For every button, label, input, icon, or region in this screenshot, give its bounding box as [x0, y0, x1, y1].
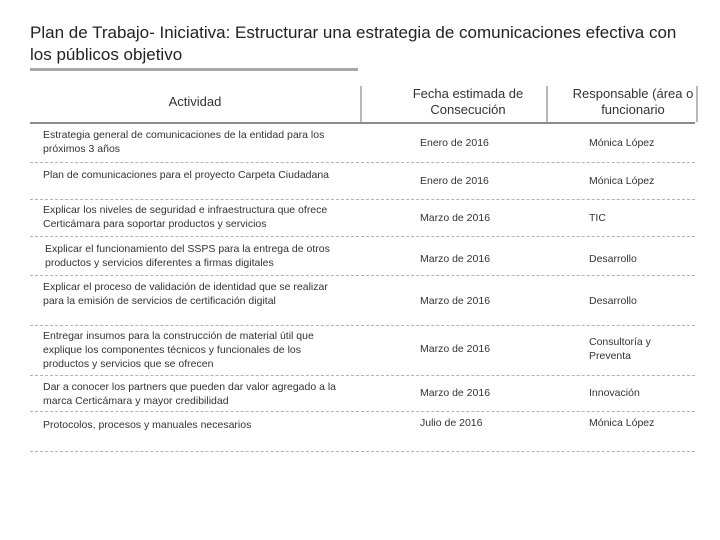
- cell-responsable: Desarrollo: [589, 253, 637, 265]
- row-divider: [30, 236, 695, 237]
- cell-actividad: Protocolos, procesos y manuales necesarios: [43, 419, 252, 431]
- cell-responsable: TIC: [589, 212, 606, 224]
- row-divider: [30, 275, 695, 276]
- header-separator: [546, 86, 548, 122]
- row-divider: [30, 411, 695, 412]
- header-fecha: Fecha estimada de Consecución: [412, 86, 524, 117]
- page-title: Plan de Trabajo- Iniciativa: Estructurar una estrategia de comunicaciones efectiva con los públicos objetivo: [30, 23, 677, 64]
- cell-responsable: Mónica López: [589, 175, 655, 187]
- cell-actividad: Explicar los niveles de seguridad e infraestructura que ofrece Certicámara para soportar productos y servicios: [43, 204, 328, 230]
- cell-actividad: Explicar el funcionamiento del SSPS para la entrega de otros productos y servicios diferentes a firmas digitales: [45, 243, 330, 269]
- cell-fecha: Marzo de 2016: [420, 253, 491, 265]
- cell-fecha: Marzo de 2016: [420, 387, 491, 399]
- row-divider: [30, 451, 695, 452]
- cell-responsable: Consultoría y Preventa: [589, 336, 651, 362]
- cell-actividad: Explicar el proceso de validación de identidad que se realizar para la emisión de servicios de certificación digital: [43, 281, 328, 307]
- cell-responsable: Mónica López: [589, 137, 655, 149]
- header-divider: [30, 122, 695, 124]
- cell-fecha: Marzo de 2016: [420, 343, 491, 355]
- cell-actividad: Estrategia general de comunicaciones de la entidad para los próximos 3 años: [43, 129, 325, 155]
- cell-fecha: Enero de 2016: [420, 175, 489, 187]
- row-divider: [30, 325, 695, 326]
- cell-responsable: Desarrollo: [589, 295, 637, 307]
- header-actividad: Actividad: [168, 94, 222, 109]
- cell-fecha: Enero de 2016: [420, 137, 489, 149]
- header-separator: [696, 86, 698, 122]
- row-divider: [30, 375, 695, 376]
- row-divider: [30, 199, 695, 200]
- row-divider: [30, 162, 695, 163]
- cell-responsable: Mónica López: [589, 417, 655, 429]
- cell-fecha: Marzo de 2016: [420, 295, 491, 307]
- header-responsable: Responsable (área o funcionario: [572, 86, 694, 117]
- title-underline: [30, 68, 358, 71]
- cell-responsable: Innovación: [589, 387, 640, 399]
- cell-fecha: Julio de 2016: [420, 417, 483, 429]
- header-separator: [360, 86, 362, 122]
- cell-fecha: Marzo de 2016: [420, 212, 491, 224]
- cell-actividad: Entregar insumos para la construcción de material útil que explique los componentes técnicos y funcionales de los productos y servicios que se ofrecen: [43, 330, 314, 370]
- cell-actividad: Plan de comunicaciones para el proyecto Carpeta Ciudadana: [43, 169, 330, 181]
- cell-actividad: Dar a conocer los partners que pueden dar valor agregado a la marca Certicámara y mayor credibilidad: [43, 381, 337, 407]
